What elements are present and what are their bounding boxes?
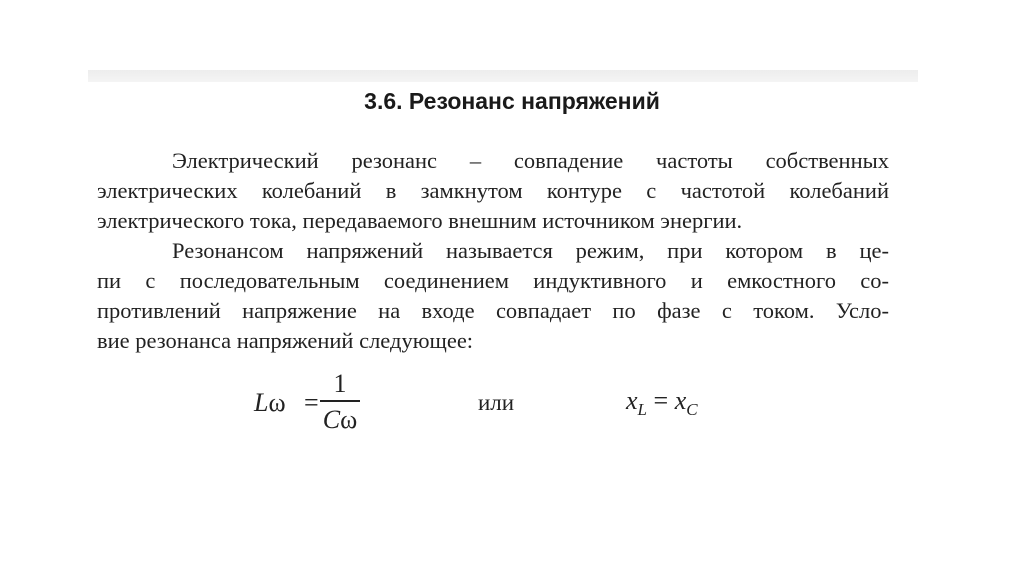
subscript-C: C: [686, 400, 698, 419]
formula-equals: =: [304, 388, 319, 417]
paragraph-1-line-3: электрического тока, передаваемого внешним источником энергии.: [97, 208, 743, 233]
capacitance-symbol: C: [322, 405, 341, 434]
reactance-equality: [626, 386, 698, 420]
reactance-x-right: x: [674, 386, 687, 415]
paragraph-2-line-1: Резонансом напряжений называется режим, при котором в це-: [172, 238, 889, 263]
formula-fraction: [318, 368, 362, 436]
paragraph-1-line-1: Электрический резонанс – совпадение частоты собственных: [172, 148, 889, 173]
formula-lhs: [254, 388, 286, 418]
paragraph-2-line-2: пи с последовательным соединением индуктивного и емкостного со-: [97, 268, 889, 293]
section-title: 3.6. Резонанс напряжений: [364, 88, 660, 114]
paragraph-2-line-4: вие резонанса напряжений следующее:: [97, 328, 474, 353]
reactance-equals: =: [653, 386, 669, 415]
omega-symbol: ω: [268, 388, 286, 417]
reactance-x-left: x: [626, 386, 638, 415]
paragraph-1-line-2: электрических колебаний в замкнутом контуре с частотой колебаний: [97, 178, 889, 203]
denominator-omega-symbol: ω: [340, 405, 358, 434]
header-rule: [88, 70, 918, 82]
subscript-L: L: [637, 400, 648, 419]
paragraph-2-line-3: противлений напряжение на входе совпадает по фазе с током. Усло-: [97, 298, 889, 323]
fraction-denominator: [318, 402, 362, 436]
or-word: или: [478, 390, 515, 415]
inductance-symbol: L: [254, 388, 269, 417]
fraction-numerator: 1: [333, 369, 347, 398]
